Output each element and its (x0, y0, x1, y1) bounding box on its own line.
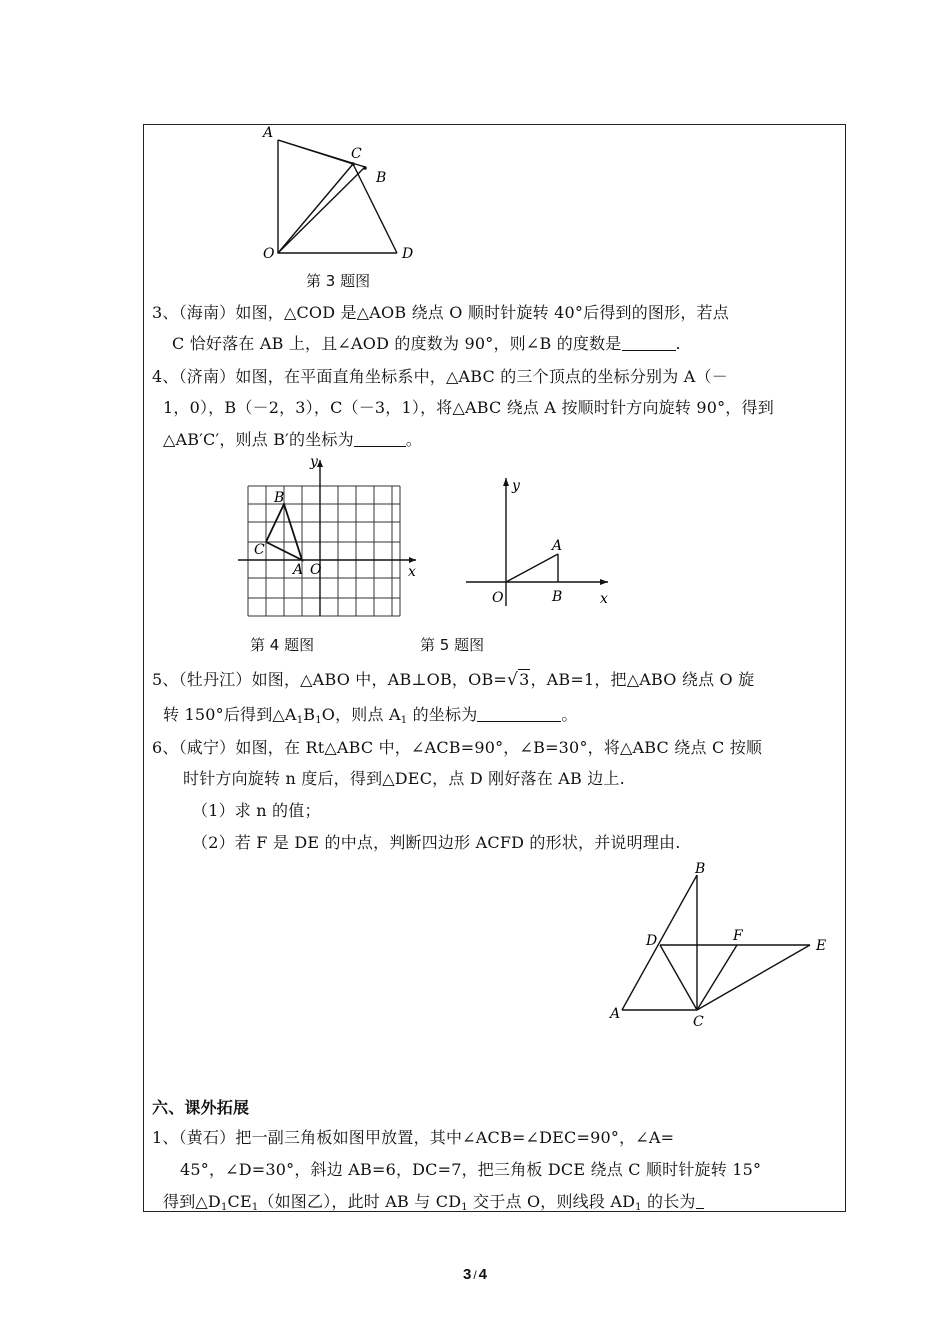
fig5-label-o: O (492, 590, 504, 606)
fig3-label-c: C (351, 146, 362, 162)
fig3-label-a: A (263, 125, 274, 141)
ext-q1-line2: 45°，∠D=30°，斜边 AB=6，DC=7，把三角板 DCE 绕点 C 顺时针旋转 15° (180, 1160, 762, 1179)
fig3-label-d: D (402, 246, 414, 262)
q6-line2: 时针方向旋转 n 度后，得到△DEC，点 D 刚好落在 AB 边上. (183, 769, 625, 788)
fig4-label-o: O (310, 562, 322, 578)
fig4-label-c: C (254, 542, 265, 558)
q6-part1: （1）求 n 的值； (192, 801, 321, 820)
fig5-label-x: x (600, 591, 608, 607)
fig5-caption: 第 5 题图 (420, 636, 485, 654)
ext-q1-answer-blank[interactable] (696, 1192, 704, 1209)
fig3-caption: 第 3 题图 (306, 272, 371, 290)
q4-line3: △AB′C′，则点 B′的坐标为 。 (163, 430, 423, 449)
fig3-label-b: B (376, 170, 387, 186)
ext-q1-line1: 1、（黄石）把一副三角板如图甲放置，其中∠ACB=∠DEC=90°，∠A= (152, 1128, 675, 1147)
section-title: 六、课外拓展 (152, 1098, 250, 1117)
fig4-label-y: y (310, 454, 318, 470)
fig5-label-y: y (512, 478, 520, 494)
fig4-label-x: x (408, 564, 416, 580)
q4-line2: 1，0），B（－2，3），C（－3，1），将△ABC 绕点 A 按顺时针方向旋转 90°，得到 (163, 398, 774, 417)
q3-answer-blank[interactable] (622, 334, 676, 351)
q5-answer-blank[interactable] (477, 705, 561, 722)
q6-part2: （2）若 F 是 DE 的中点，判断四边形 ACFD 的形状，并说明理由. (192, 833, 681, 852)
q3-line2: C 恰好落在 AB 上，且∠AOD 的度数为 90°，则∠B 的度数是 . (172, 334, 681, 353)
q4-line1: 4、（济南）如图，在平面直角坐标系中，△ABC 的三个顶点的坐标分别为 A（－ (152, 367, 728, 386)
sqrt-symbol: √ (507, 670, 519, 690)
q5-line1: 5、（牡丹江）如图，△ABO 中，AB⊥OB，OB=√3，AB=1，把△ABO 绕点 O 旋 (152, 670, 755, 690)
figure-q3 (255, 120, 425, 270)
figure-q6 (600, 855, 840, 1035)
figure-q4 (230, 452, 425, 622)
fig6-label-b: B (695, 861, 706, 877)
fig5-label-b: B (552, 589, 563, 605)
fig6-label-f: F (733, 928, 743, 944)
fig4-caption: 第 4 题图 (250, 636, 315, 654)
fig6-label-c: C (693, 1014, 704, 1030)
figure-q5 (460, 472, 620, 612)
q3-line1: 3、（海南）如图，△COD 是△AOB 绕点 O 顺时针旋转 40°后得到的图形，若点 (152, 303, 729, 322)
sqrt-radicand: 3 (519, 670, 530, 689)
fig6-label-a: A (610, 1006, 621, 1022)
page-number (0, 1266, 950, 1283)
fig6-label-e: E (816, 938, 827, 954)
page-separator: / (473, 1268, 477, 1282)
fig6-label-d: D (646, 933, 658, 949)
q5-line2: 转 150°后得到$\triangle A_1B_1O$，则点 $A_1$ 的坐标为 。 (163, 705, 578, 726)
q4-answer-blank[interactable] (354, 430, 406, 447)
q6-line1: 6、（咸宁）如图，在 Rt△ABC 中，∠ACB=90°，∠B=30°，将△ABC 绕点 C 按顺 (152, 738, 763, 757)
content-frame (143, 124, 846, 1212)
page-total: 4 (478, 1266, 488, 1283)
fig3-label-o: O (263, 246, 275, 262)
page-current: 3 (462, 1266, 472, 1283)
ext-q1-line3: 得到$\triangle D_1CE_1$（如图乙），此时 AB 与 $CD_1$ 交于点 O，则线段 $AD_1$ 的长为 (163, 1192, 704, 1218)
fig4-label-b: B (274, 490, 285, 506)
fig4-label-a: A (293, 562, 304, 578)
fig5-label-a: A (552, 538, 563, 554)
